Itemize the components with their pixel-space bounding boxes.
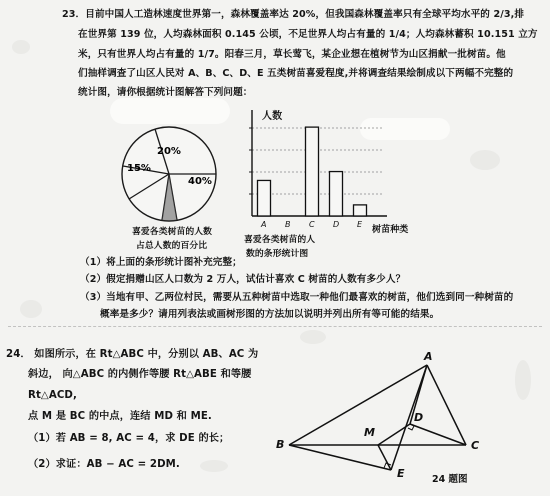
q23-line-3: 米，只有世界人均占有量的 1/7。阳春三月，草长莺飞，某企业想在植树节为山区捐献一批树苗。他 — [78, 49, 506, 60]
figure-caption: 24 题图 — [432, 474, 468, 485]
q23-line-1: 23．目前中国人工造林速度世界第一，森林覆盖率达 20%，但我国森林覆盖率只有全球平均水平的 2/3,排 — [62, 9, 525, 20]
segment-be — [289, 445, 391, 470]
bar-caption-1: 喜爱各类树苗的人 — [244, 235, 316, 245]
q24-part-1: （1）若 AB = 8, AC = 4，求 DE 的长； — [28, 433, 230, 444]
bar-x-tick-label-d: D — [333, 220, 340, 229]
bar-x-tick-label-a: A — [261, 220, 267, 229]
pie-label-20: 20% — [157, 146, 181, 157]
q23-line-5: 统计图，请你根据统计图解答下列问题： — [78, 87, 253, 98]
q24-part-2: （2）求证：AB − AC = 2DM. — [28, 459, 180, 470]
q23-sub-1: （1）将上面的条形统计图补充完整； — [80, 257, 242, 268]
q23-sub-3b: 概率是多少？请用列表法或画树形图的方法加以说明并列出所有等可能的结果。 — [100, 309, 440, 320]
q24-line-2: 斜边， 向△ABC 的内侧作等腰 Rt△ABE 和等腰 — [28, 369, 252, 380]
point-e-label: E — [397, 467, 405, 480]
point-a-label: A — [424, 350, 433, 363]
bar-caption-2: 数的条形统计图 — [246, 249, 309, 259]
bar-y-axis-label: 人数 — [262, 111, 283, 122]
q23-line-4: 们抽样调查了山区人民对 A、B、C、D、E 五类树苗喜爱程度,并将调查结果绘制成以下两幅不完整的 — [78, 68, 514, 79]
bar-x-tick-label-c: C — [309, 220, 315, 229]
pie-caption-1: 喜爱各类树苗的人数 — [132, 227, 213, 237]
q23-sub-3a: （3）当地有甲、乙两位村民，需要从五种树苗中选取一种他们最喜欢的树苗，他们选到同一种树苗的 — [80, 292, 514, 303]
q24-line-1: 24． 如图所示，在 Rt△ABC 中，分别以 AB、AC 为 — [6, 349, 259, 360]
q23-line-2: 在世界第 139 位，人均森林面积 0.145 公顷，不足世界人均占有量的 1/4；人均森林蓄积 10.151 立方 — [78, 29, 538, 40]
segment-md — [378, 424, 410, 445]
segment-ab — [289, 365, 427, 445]
q24-line-3: Rt△ACD, — [28, 390, 77, 401]
point-m-label: M — [364, 426, 375, 439]
point-b-label: B — [276, 438, 285, 451]
bar-x-axis-label: 树苗种类 — [372, 225, 409, 235]
point-d-label: D — [414, 411, 424, 424]
bar-x-tick-label-e: E — [357, 220, 363, 229]
bar-x-tick-label-b: B — [285, 220, 291, 229]
pie-caption-2: 占总人数的百分比 — [136, 241, 208, 251]
q23-sub-2: （2）假定捐赠山区人口数为 2 万人，试估计喜欢 C 树苗的人数有多少人？ — [80, 274, 406, 285]
pie-label-15: 15% — [127, 163, 151, 174]
pie-label-40: 40% — [188, 176, 212, 187]
point-c-label: C — [471, 439, 480, 452]
q24-line-4: 点 M 是 BC 的中点，连结 MD 和 ME. — [28, 411, 212, 422]
